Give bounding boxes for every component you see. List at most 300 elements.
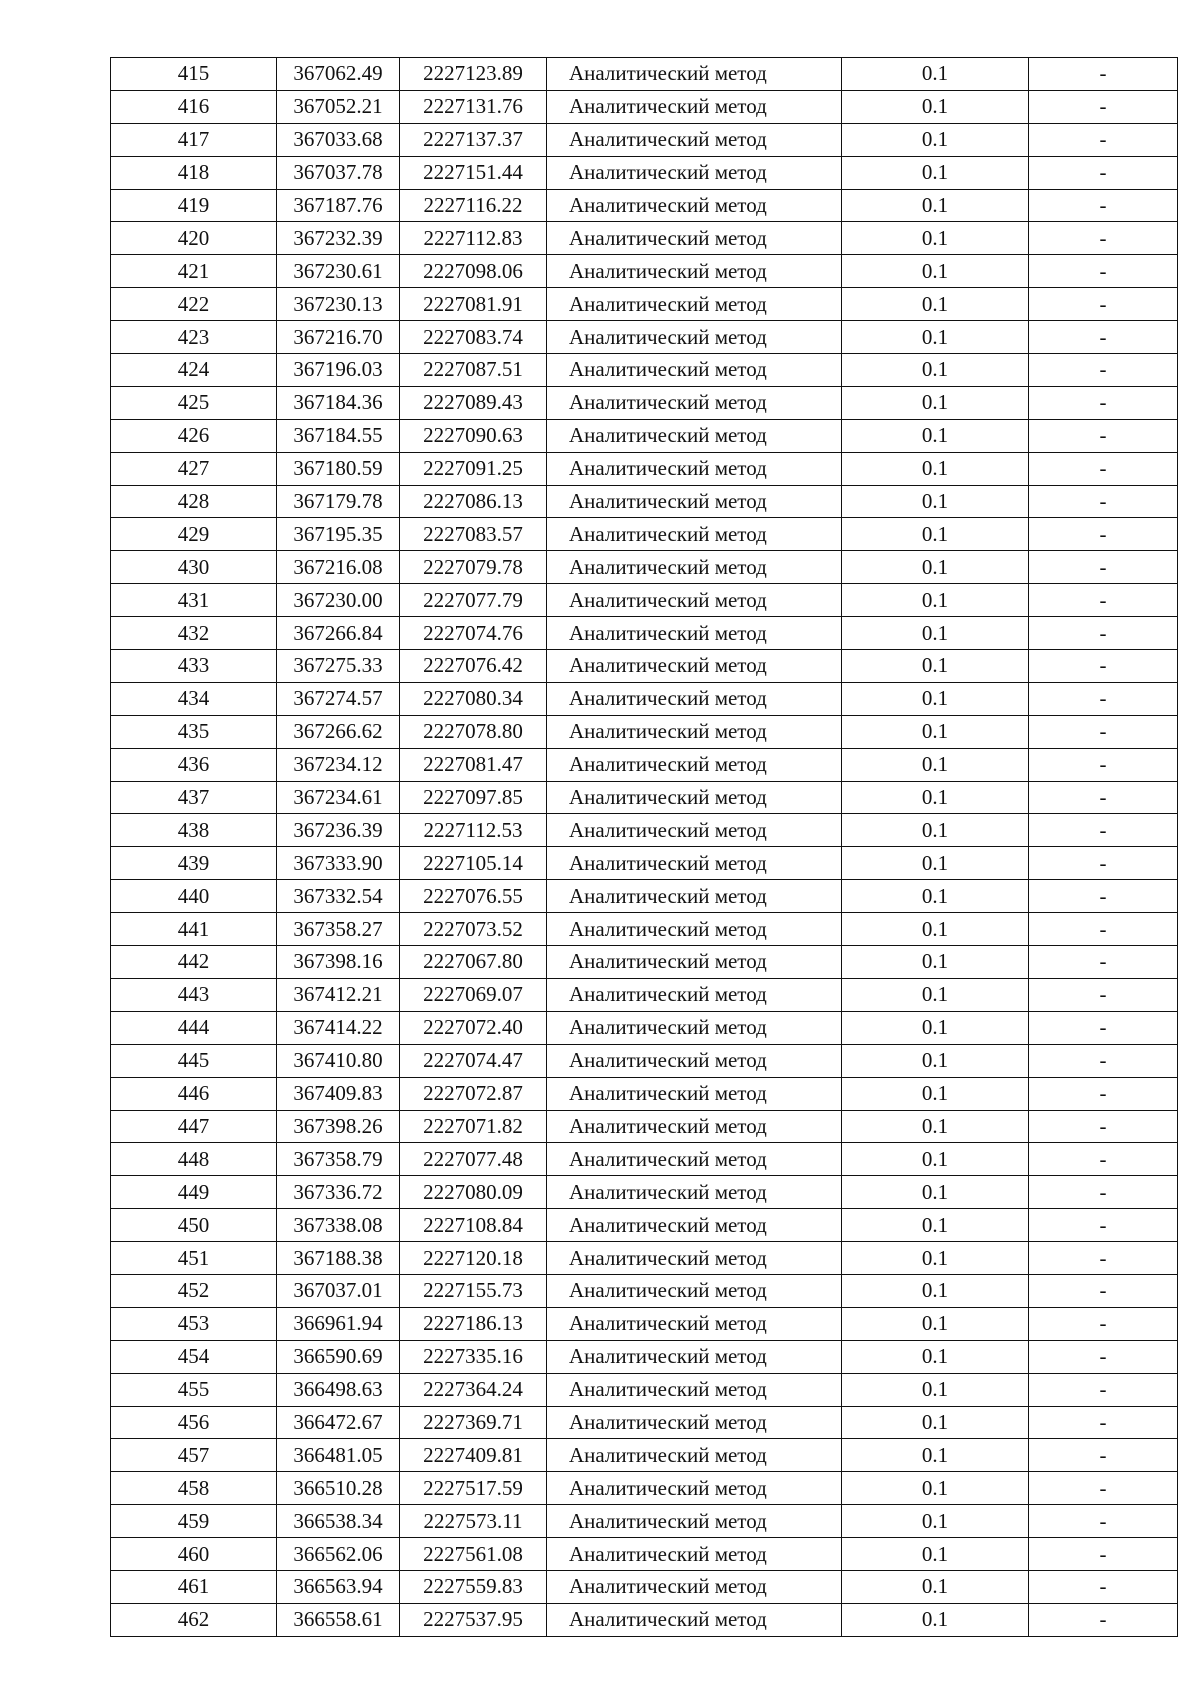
precision-cell: 0.1: [842, 617, 1029, 650]
precision-cell: 0.1: [842, 748, 1029, 781]
method-cell: Аналитический метод: [547, 715, 842, 748]
y-coordinate-cell: 2227080.09: [400, 1176, 547, 1209]
x-coordinate-cell: 367187.76: [277, 189, 400, 222]
point-number-cell: 422: [111, 288, 277, 321]
table-row: [111, 1011, 1178, 1044]
description-cell: -: [1029, 551, 1178, 584]
point-number-cell: 417: [111, 123, 277, 156]
point-number-cell: 444: [111, 1011, 277, 1044]
y-coordinate-cell: 2227517.59: [400, 1472, 547, 1505]
table-row: [111, 781, 1178, 814]
x-coordinate-cell: 366481.05: [277, 1439, 400, 1472]
method-cell: Аналитический метод: [547, 58, 842, 91]
precision-cell: 0.1: [842, 1274, 1029, 1307]
point-number-cell: 443: [111, 978, 277, 1011]
table-row: [111, 1307, 1178, 1340]
x-coordinate-cell: 367398.16: [277, 946, 400, 979]
precision-cell: 0.1: [842, 1209, 1029, 1242]
method-cell: Аналитический метод: [547, 485, 842, 518]
description-cell: -: [1029, 650, 1178, 683]
point-number-cell: 434: [111, 682, 277, 715]
description-cell: -: [1029, 1044, 1178, 1077]
description-cell: -: [1029, 90, 1178, 123]
description-cell: -: [1029, 321, 1178, 354]
description-cell: -: [1029, 1505, 1178, 1538]
precision-cell: 0.1: [842, 650, 1029, 683]
precision-cell: 0.1: [842, 419, 1029, 452]
x-coordinate-cell: 367037.01: [277, 1274, 400, 1307]
method-cell: Аналитический метод: [547, 452, 842, 485]
table-row: [111, 1044, 1178, 1077]
table-row: [111, 650, 1178, 683]
precision-cell: 0.1: [842, 880, 1029, 913]
precision-cell: 0.1: [842, 1307, 1029, 1340]
table-row: [111, 518, 1178, 551]
method-cell: Аналитический метод: [547, 354, 842, 387]
point-number-cell: 457: [111, 1439, 277, 1472]
x-coordinate-cell: 367332.54: [277, 880, 400, 913]
precision-cell: 0.1: [842, 90, 1029, 123]
point-number-cell: 450: [111, 1209, 277, 1242]
x-coordinate-cell: 367338.08: [277, 1209, 400, 1242]
table-row: [111, 321, 1178, 354]
precision-cell: 0.1: [842, 1011, 1029, 1044]
precision-cell: 0.1: [842, 123, 1029, 156]
y-coordinate-cell: 2227369.71: [400, 1406, 547, 1439]
x-coordinate-cell: 367188.38: [277, 1242, 400, 1275]
precision-cell: 0.1: [842, 1340, 1029, 1373]
y-coordinate-cell: 2227112.83: [400, 222, 547, 255]
y-coordinate-cell: 2227072.40: [400, 1011, 547, 1044]
precision-cell: 0.1: [842, 1406, 1029, 1439]
y-coordinate-cell: 2227559.83: [400, 1570, 547, 1603]
y-coordinate-cell: 2227079.78: [400, 551, 547, 584]
point-number-cell: 415: [111, 58, 277, 91]
table-row: [111, 156, 1178, 189]
precision-cell: 0.1: [842, 222, 1029, 255]
table-row: [111, 288, 1178, 321]
precision-cell: 0.1: [842, 1603, 1029, 1636]
method-cell: Аналитический метод: [547, 1373, 842, 1406]
point-number-cell: 462: [111, 1603, 277, 1636]
description-cell: -: [1029, 518, 1178, 551]
precision-cell: 0.1: [842, 1044, 1029, 1077]
precision-cell: 0.1: [842, 1505, 1029, 1538]
description-cell: -: [1029, 1373, 1178, 1406]
description-cell: -: [1029, 978, 1178, 1011]
x-coordinate-cell: 366590.69: [277, 1340, 400, 1373]
coordinates-table: [110, 57, 1178, 1637]
y-coordinate-cell: 2227081.47: [400, 748, 547, 781]
x-coordinate-cell: 367410.80: [277, 1044, 400, 1077]
y-coordinate-cell: 2227151.44: [400, 156, 547, 189]
x-coordinate-cell: 367216.70: [277, 321, 400, 354]
precision-cell: 0.1: [842, 913, 1029, 946]
point-number-cell: 456: [111, 1406, 277, 1439]
method-cell: Аналитический метод: [547, 1439, 842, 1472]
y-coordinate-cell: 2227077.79: [400, 584, 547, 617]
x-coordinate-cell: 367266.84: [277, 617, 400, 650]
x-coordinate-cell: 366563.94: [277, 1570, 400, 1603]
table-row: [111, 189, 1178, 222]
description-cell: -: [1029, 123, 1178, 156]
method-cell: Аналитический метод: [547, 650, 842, 683]
point-number-cell: 442: [111, 946, 277, 979]
point-number-cell: 433: [111, 650, 277, 683]
description-cell: -: [1029, 1570, 1178, 1603]
point-number-cell: 432: [111, 617, 277, 650]
precision-cell: 0.1: [842, 321, 1029, 354]
description-cell: -: [1029, 913, 1178, 946]
method-cell: Аналитический метод: [547, 1110, 842, 1143]
description-cell: -: [1029, 617, 1178, 650]
y-coordinate-cell: 2227120.18: [400, 1242, 547, 1275]
y-coordinate-cell: 2227097.85: [400, 781, 547, 814]
method-cell: Аналитический метод: [547, 1307, 842, 1340]
table-row: [111, 123, 1178, 156]
description-cell: -: [1029, 452, 1178, 485]
table-row: [111, 978, 1178, 1011]
y-coordinate-cell: 2227086.13: [400, 485, 547, 518]
table-row: [111, 913, 1178, 946]
y-coordinate-cell: 2227077.48: [400, 1143, 547, 1176]
method-cell: Аналитический метод: [547, 1274, 842, 1307]
precision-cell: 0.1: [842, 156, 1029, 189]
method-cell: Аналитический метод: [547, 386, 842, 419]
x-coordinate-cell: 367234.12: [277, 748, 400, 781]
y-coordinate-cell: 2227080.34: [400, 682, 547, 715]
x-coordinate-cell: 367196.03: [277, 354, 400, 387]
x-coordinate-cell: 367230.61: [277, 255, 400, 288]
point-number-cell: 436: [111, 748, 277, 781]
x-coordinate-cell: 367184.55: [277, 419, 400, 452]
x-coordinate-cell: 367358.27: [277, 913, 400, 946]
table-row: [111, 1373, 1178, 1406]
precision-cell: 0.1: [842, 58, 1029, 91]
point-number-cell: 421: [111, 255, 277, 288]
precision-cell: 0.1: [842, 1110, 1029, 1143]
method-cell: Аналитический метод: [547, 1176, 842, 1209]
table-row: [111, 748, 1178, 781]
description-cell: -: [1029, 386, 1178, 419]
precision-cell: 0.1: [842, 1176, 1029, 1209]
point-number-cell: 426: [111, 419, 277, 452]
table-row: [111, 1505, 1178, 1538]
precision-cell: 0.1: [842, 1570, 1029, 1603]
description-cell: -: [1029, 1439, 1178, 1472]
x-coordinate-cell: 366562.06: [277, 1538, 400, 1571]
y-coordinate-cell: 2227137.37: [400, 123, 547, 156]
description-cell: -: [1029, 255, 1178, 288]
x-coordinate-cell: 367336.72: [277, 1176, 400, 1209]
table-row: [111, 584, 1178, 617]
description-cell: -: [1029, 288, 1178, 321]
x-coordinate-cell: 367236.39: [277, 814, 400, 847]
table-row: [111, 255, 1178, 288]
method-cell: Аналитический метод: [547, 913, 842, 946]
precision-cell: 0.1: [842, 518, 1029, 551]
description-cell: -: [1029, 946, 1178, 979]
point-number-cell: 438: [111, 814, 277, 847]
table-row: [111, 1110, 1178, 1143]
y-coordinate-cell: 2227098.06: [400, 255, 547, 288]
point-number-cell: 459: [111, 1505, 277, 1538]
method-cell: Аналитический метод: [547, 1570, 842, 1603]
x-coordinate-cell: 367230.13: [277, 288, 400, 321]
description-cell: -: [1029, 1110, 1178, 1143]
description-cell: -: [1029, 189, 1178, 222]
x-coordinate-cell: 367274.57: [277, 682, 400, 715]
precision-cell: 0.1: [842, 1373, 1029, 1406]
point-number-cell: 435: [111, 715, 277, 748]
y-coordinate-cell: 2227071.82: [400, 1110, 547, 1143]
description-cell: -: [1029, 682, 1178, 715]
y-coordinate-cell: 2227087.51: [400, 354, 547, 387]
x-coordinate-cell: 366510.28: [277, 1472, 400, 1505]
x-coordinate-cell: 367414.22: [277, 1011, 400, 1044]
x-coordinate-cell: 367232.39: [277, 222, 400, 255]
method-cell: Аналитический метод: [547, 1077, 842, 1110]
description-cell: -: [1029, 58, 1178, 91]
y-coordinate-cell: 2227074.76: [400, 617, 547, 650]
y-coordinate-cell: 2227108.84: [400, 1209, 547, 1242]
x-coordinate-cell: 367409.83: [277, 1077, 400, 1110]
point-number-cell: 437: [111, 781, 277, 814]
method-cell: Аналитический метод: [547, 156, 842, 189]
table-row: [111, 419, 1178, 452]
description-cell: -: [1029, 781, 1178, 814]
method-cell: Аналитический метод: [547, 682, 842, 715]
y-coordinate-cell: 2227081.91: [400, 288, 547, 321]
method-cell: Аналитический метод: [547, 189, 842, 222]
precision-cell: 0.1: [842, 715, 1029, 748]
method-cell: Аналитический метод: [547, 617, 842, 650]
x-coordinate-cell: 367358.79: [277, 1143, 400, 1176]
description-cell: -: [1029, 715, 1178, 748]
table-row: [111, 90, 1178, 123]
x-coordinate-cell: 367333.90: [277, 847, 400, 880]
method-cell: Аналитический метод: [547, 781, 842, 814]
method-cell: Аналитический метод: [547, 847, 842, 880]
y-coordinate-cell: 2227067.80: [400, 946, 547, 979]
precision-cell: 0.1: [842, 682, 1029, 715]
table-row: [111, 1570, 1178, 1603]
description-cell: -: [1029, 1538, 1178, 1571]
table-row: [111, 354, 1178, 387]
method-cell: Аналитический метод: [547, 222, 842, 255]
precision-cell: 0.1: [842, 288, 1029, 321]
description-cell: -: [1029, 1011, 1178, 1044]
table-row: [111, 551, 1178, 584]
table-row: [111, 682, 1178, 715]
table-row: [111, 1242, 1178, 1275]
point-number-cell: 428: [111, 485, 277, 518]
description-cell: -: [1029, 814, 1178, 847]
point-number-cell: 418: [111, 156, 277, 189]
table-row: [111, 946, 1178, 979]
y-coordinate-cell: 2227069.07: [400, 978, 547, 1011]
y-coordinate-cell: 2227116.22: [400, 189, 547, 222]
table-row: [111, 1077, 1178, 1110]
method-cell: Аналитический метод: [547, 123, 842, 156]
table-row: [111, 58, 1178, 91]
precision-cell: 0.1: [842, 814, 1029, 847]
table-row: [111, 1274, 1178, 1307]
point-number-cell: 455: [111, 1373, 277, 1406]
x-coordinate-cell: 367216.08: [277, 551, 400, 584]
coordinates-table-body: [111, 58, 1178, 1637]
table-row: [111, 1406, 1178, 1439]
y-coordinate-cell: 2227186.13: [400, 1307, 547, 1340]
y-coordinate-cell: 2227072.87: [400, 1077, 547, 1110]
point-number-cell: 429: [111, 518, 277, 551]
description-cell: -: [1029, 1077, 1178, 1110]
x-coordinate-cell: 367234.61: [277, 781, 400, 814]
precision-cell: 0.1: [842, 1472, 1029, 1505]
point-number-cell: 431: [111, 584, 277, 617]
description-cell: -: [1029, 880, 1178, 913]
description-cell: -: [1029, 1406, 1178, 1439]
description-cell: -: [1029, 1603, 1178, 1636]
table-row: [111, 847, 1178, 880]
x-coordinate-cell: 366558.61: [277, 1603, 400, 1636]
point-number-cell: 458: [111, 1472, 277, 1505]
precision-cell: 0.1: [842, 452, 1029, 485]
method-cell: Аналитический метод: [547, 1011, 842, 1044]
x-coordinate-cell: 367230.00: [277, 584, 400, 617]
point-number-cell: 460: [111, 1538, 277, 1571]
method-cell: Аналитический метод: [547, 880, 842, 913]
y-coordinate-cell: 2227074.47: [400, 1044, 547, 1077]
y-coordinate-cell: 2227089.43: [400, 386, 547, 419]
point-number-cell: 445: [111, 1044, 277, 1077]
table-row: [111, 386, 1178, 419]
x-coordinate-cell: 367180.59: [277, 452, 400, 485]
method-cell: Аналитический метод: [547, 1242, 842, 1275]
x-coordinate-cell: 367266.62: [277, 715, 400, 748]
method-cell: Аналитический метод: [547, 1044, 842, 1077]
table-row: [111, 485, 1178, 518]
x-coordinate-cell: 367052.21: [277, 90, 400, 123]
description-cell: -: [1029, 419, 1178, 452]
point-number-cell: 439: [111, 847, 277, 880]
precision-cell: 0.1: [842, 354, 1029, 387]
y-coordinate-cell: 2227078.80: [400, 715, 547, 748]
precision-cell: 0.1: [842, 386, 1029, 419]
point-number-cell: 424: [111, 354, 277, 387]
point-number-cell: 446: [111, 1077, 277, 1110]
table-row: [111, 715, 1178, 748]
description-cell: -: [1029, 1176, 1178, 1209]
precision-cell: 0.1: [842, 1538, 1029, 1571]
precision-cell: 0.1: [842, 978, 1029, 1011]
table-row: [111, 222, 1178, 255]
y-coordinate-cell: 2227083.57: [400, 518, 547, 551]
method-cell: Аналитический метод: [547, 551, 842, 584]
table-row: [111, 1209, 1178, 1242]
point-number-cell: 448: [111, 1143, 277, 1176]
table-row: [111, 1472, 1178, 1505]
x-coordinate-cell: 367412.21: [277, 978, 400, 1011]
point-number-cell: 441: [111, 913, 277, 946]
point-number-cell: 451: [111, 1242, 277, 1275]
description-cell: -: [1029, 1472, 1178, 1505]
method-cell: Аналитический метод: [547, 584, 842, 617]
table-row: [111, 1143, 1178, 1176]
y-coordinate-cell: 2227076.55: [400, 880, 547, 913]
method-cell: Аналитический метод: [547, 1143, 842, 1176]
description-cell: -: [1029, 1143, 1178, 1176]
y-coordinate-cell: 2227123.89: [400, 58, 547, 91]
method-cell: Аналитический метод: [547, 255, 842, 288]
y-coordinate-cell: 2227105.14: [400, 847, 547, 880]
x-coordinate-cell: 367062.49: [277, 58, 400, 91]
method-cell: Аналитический метод: [547, 748, 842, 781]
precision-cell: 0.1: [842, 1439, 1029, 1472]
precision-cell: 0.1: [842, 584, 1029, 617]
method-cell: Аналитический метод: [547, 419, 842, 452]
description-cell: -: [1029, 1307, 1178, 1340]
description-cell: -: [1029, 584, 1178, 617]
point-number-cell: 452: [111, 1274, 277, 1307]
table-row: [111, 814, 1178, 847]
method-cell: Аналитический метод: [547, 518, 842, 551]
description-cell: -: [1029, 1242, 1178, 1275]
y-coordinate-cell: 2227537.95: [400, 1603, 547, 1636]
x-coordinate-cell: 366961.94: [277, 1307, 400, 1340]
point-number-cell: 423: [111, 321, 277, 354]
y-coordinate-cell: 2227364.24: [400, 1373, 547, 1406]
x-coordinate-cell: 366472.67: [277, 1406, 400, 1439]
y-coordinate-cell: 2227155.73: [400, 1274, 547, 1307]
precision-cell: 0.1: [842, 485, 1029, 518]
x-coordinate-cell: 367195.35: [277, 518, 400, 551]
point-number-cell: 440: [111, 880, 277, 913]
precision-cell: 0.1: [842, 255, 1029, 288]
description-cell: -: [1029, 1209, 1178, 1242]
point-number-cell: 430: [111, 551, 277, 584]
table-row: [111, 1176, 1178, 1209]
x-coordinate-cell: 367275.33: [277, 650, 400, 683]
precision-cell: 0.1: [842, 781, 1029, 814]
table-row: [111, 880, 1178, 913]
point-number-cell: 416: [111, 90, 277, 123]
description-cell: -: [1029, 1340, 1178, 1373]
method-cell: Аналитический метод: [547, 978, 842, 1011]
description-cell: -: [1029, 1274, 1178, 1307]
x-coordinate-cell: 367179.78: [277, 485, 400, 518]
method-cell: Аналитический метод: [547, 1406, 842, 1439]
x-coordinate-cell: 366538.34: [277, 1505, 400, 1538]
y-coordinate-cell: 2227091.25: [400, 452, 547, 485]
precision-cell: 0.1: [842, 189, 1029, 222]
method-cell: Аналитический метод: [547, 1209, 842, 1242]
method-cell: Аналитический метод: [547, 90, 842, 123]
y-coordinate-cell: 2227131.76: [400, 90, 547, 123]
precision-cell: 0.1: [842, 847, 1029, 880]
method-cell: Аналитический метод: [547, 1340, 842, 1373]
table-row: [111, 1340, 1178, 1373]
x-coordinate-cell: 367398.26: [277, 1110, 400, 1143]
point-number-cell: 453: [111, 1307, 277, 1340]
description-cell: -: [1029, 156, 1178, 189]
x-coordinate-cell: 367033.68: [277, 123, 400, 156]
y-coordinate-cell: 2227409.81: [400, 1439, 547, 1472]
precision-cell: 0.1: [842, 1242, 1029, 1275]
description-cell: -: [1029, 748, 1178, 781]
table-row: [111, 1439, 1178, 1472]
point-number-cell: 427: [111, 452, 277, 485]
